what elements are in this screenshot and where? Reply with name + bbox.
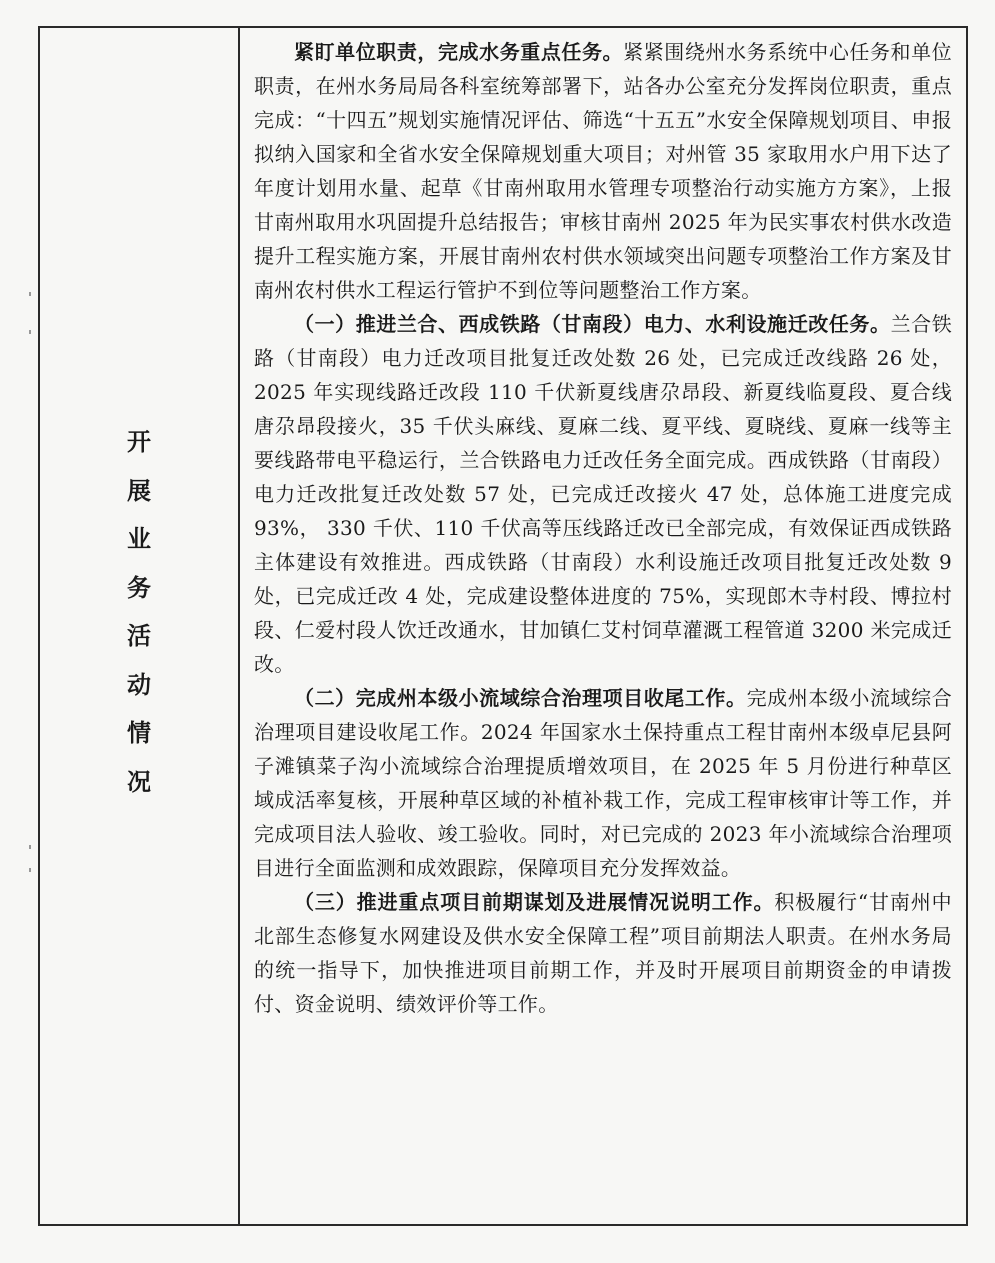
label-char: 务 [127, 573, 151, 602]
content-cell [254, 35, 952, 1021]
label-char: 活 [127, 622, 151, 650]
report-table [38, 26, 968, 1226]
paragraph-body: 积极履行“甘南州中北部生态修复水网建设及供水安全保障工程”项目前期法人职责。在州水务局的统一指导下，加快推进项目前期工作，并及时开展项目前期资金的申请拨付、资金说明、绩效评价等工作。 [254, 890, 952, 1016]
section-label [40, 418, 238, 806]
paragraph-duties [254, 35, 952, 307]
scan-mark [29, 330, 31, 334]
paragraph-key-project-planning [254, 885, 952, 1021]
label-char: 展 [127, 476, 151, 505]
scan-mark [29, 292, 31, 296]
label-char: 情 [127, 719, 151, 747]
paragraph-body: 兰合铁路（甘南段）电力迁改项目批复迁改处数 26 处，已完成迁改线路 26 处，2025 年实现线路迁改段 110 千伏新夏线唐尕昂段、新夏线临夏段、夏合线唐尕昂段接火，35 千伏头麻线、夏麻二线、夏平线、夏晓线、夏麻一线等主要线路带电平稳运行，兰合铁路电力迁改任务全面完成。西成铁路（甘南段）电力迁改批复迁改处数 57 处，已完成迁改接火 47 处，总体施工进度完成 93%， 330 千伏、110 千伏高等压线路迁改已全部完成，有效保证西成铁路主体建设有效推进。西成铁路（甘南段）水利设施迁改项目批复迁改处数 9 处，已完成迁改 4 处，完成建设整体进度的 75%，实现郎木寺村段、博拉村段、仁爱村段人饮迁改通水，甘加镇仁艾村饲草灌溉工程管道 3200 米完成迁改。 [254, 312, 953, 676]
scan-mark [29, 845, 31, 849]
label-char: 开 [127, 428, 151, 456]
paragraph-railway-relocation [254, 307, 952, 681]
label-char: 动 [127, 670, 151, 699]
paragraph-body: 完成州本级小流域综合治理项目建设收尾工作。2024 年国家水土保持重点工程甘南州本级卓尼县阿子滩镇菜子沟小流域综合治理提质增效项目，在 2025 年 5 月份进行种草区域成活率复核，开展种草区域的补植补栽工作，完成工程审核审计等工作，并完成项目法人验收、竣工验收。同时，对已完成的 2023 年小流域综合治理项目进行全面监测和成效跟踪，保障项目充分发挥效益。 [254, 686, 952, 880]
paragraph-body: 紧紧围绕州水务系统中心任务和单位职责，在州水务局局各科室统筹部署下，站各办公室充分发挥岗位职责，重点完成：“十四五”规划实施情况评估、筛选“十五五”水安全保障规划项目、申报拟纳入国家和全省水安全保障规划重大项目；对州管 35 家取用水户用下达了年度计划用水量、起草《甘南州取用水管理专项整治行动实施方方案》，上报甘南州取用水巩固提升总结报告；审核甘南州 2025 年为民实事农村供水改造提升工程实施方案，开展甘南州农村供水领域突出问题专项整治工作方案及甘南州农村供水工程运行管护不到位等问题整治工作方案。 [254, 40, 952, 302]
paragraph-watershed-project [254, 681, 952, 885]
label-char: 业 [127, 525, 151, 553]
paragraph-heading: 紧盯单位职责，完成水务重点任务。 [294, 40, 624, 64]
paragraph-heading: （三）推进重点项目前期谋划及进展情况说明工作。 [294, 890, 775, 914]
scan-mark [29, 868, 31, 872]
label-column [40, 28, 240, 1224]
label-char: 况 [127, 767, 151, 796]
paragraph-heading: （二）完成州本级小流域综合治理项目收尾工作。 [294, 686, 747, 710]
paragraph-heading: （一）推进兰合、西成铁路（甘南段）电力、水利设施迁改任务。 [294, 312, 891, 336]
